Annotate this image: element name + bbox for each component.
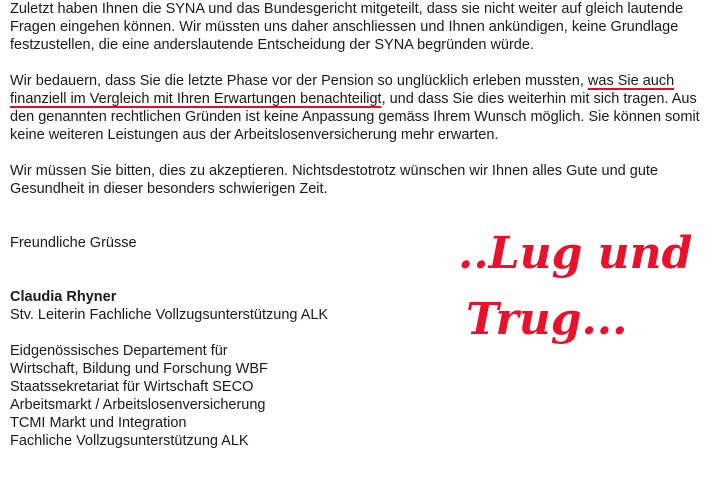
text-fragment: , und dass Sie dies weiterhin mit sich tragen. Aus	[381, 91, 697, 107]
org-line: TCMI Markt und Integration	[10, 415, 187, 431]
signer-title: Stv. Leiterin Fachliche Vollzugsunterstützung ALK	[10, 307, 329, 323]
organization-block	[10, 342, 715, 450]
paragraph-acceptance	[10, 162, 715, 198]
text-line: festzustellen, die eine anderslautende Entscheidung der SYNA begründen würde.	[10, 37, 534, 53]
underlined-phrase: finanziell im Vergleich mit Ihren Erwartungen benachteiligt	[10, 91, 382, 107]
text-line: den genannten rechtlichen Gründen ist keine Anpassung gemäss Ihrem Wunsch möglich. Sie können somit	[10, 109, 700, 125]
text-line: Wir müssen Sie bitten, dies zu akzeptieren. Nichtsdestotrotz wünschen wir Ihnen alles Gute und gute	[10, 163, 658, 179]
handwritten-annotation	[458, 222, 720, 352]
annotation-line-2: Trug...	[466, 294, 628, 345]
org-line: Fachliche Vollzugsunterstützung ALK	[10, 433, 249, 449]
org-line: Arbeitsmarkt / Arbeitslosenversicherung	[10, 397, 266, 413]
text-line: Fragen eingehen können. Wir müssten uns daher anschliessen und Ihnen ankündigen, keine Grundlage	[10, 19, 679, 35]
paragraph-regret	[10, 72, 715, 144]
annotation-line-1: ..Lug und	[458, 228, 693, 279]
text-line	[10, 90, 715, 108]
text-line: Freundliche Grüsse	[10, 235, 137, 251]
text-line	[10, 72, 715, 90]
text-fragment: Wir bedauern, dass Sie die letzte Phase vor der Pension so unglücklich erleben mussten,	[10, 73, 588, 89]
org-line: Eidgenössisches Departement für	[10, 343, 228, 359]
org-line: Staatssekretariat für Wirtschaft SECO	[10, 379, 254, 395]
text-line: Gesundheit in dieser besonders schwierigen Zeit.	[10, 181, 328, 197]
org-line: Wirtschaft, Bildung und Forschung WBF	[10, 361, 268, 377]
signer-name: Claudia Rhyner	[10, 289, 117, 305]
text-line: keine weiteren Leistungen aus der Arbeitslosenversicherung mehr erwarten.	[10, 127, 499, 143]
underlined-phrase: was Sie auch	[587, 73, 675, 89]
text-line: Zuletzt haben Ihnen die SYNA und das Bundesgericht mitgeteilt, dass sie nicht weiter auf gleich lautende	[10, 1, 684, 17]
paragraph-intro	[10, 0, 715, 54]
